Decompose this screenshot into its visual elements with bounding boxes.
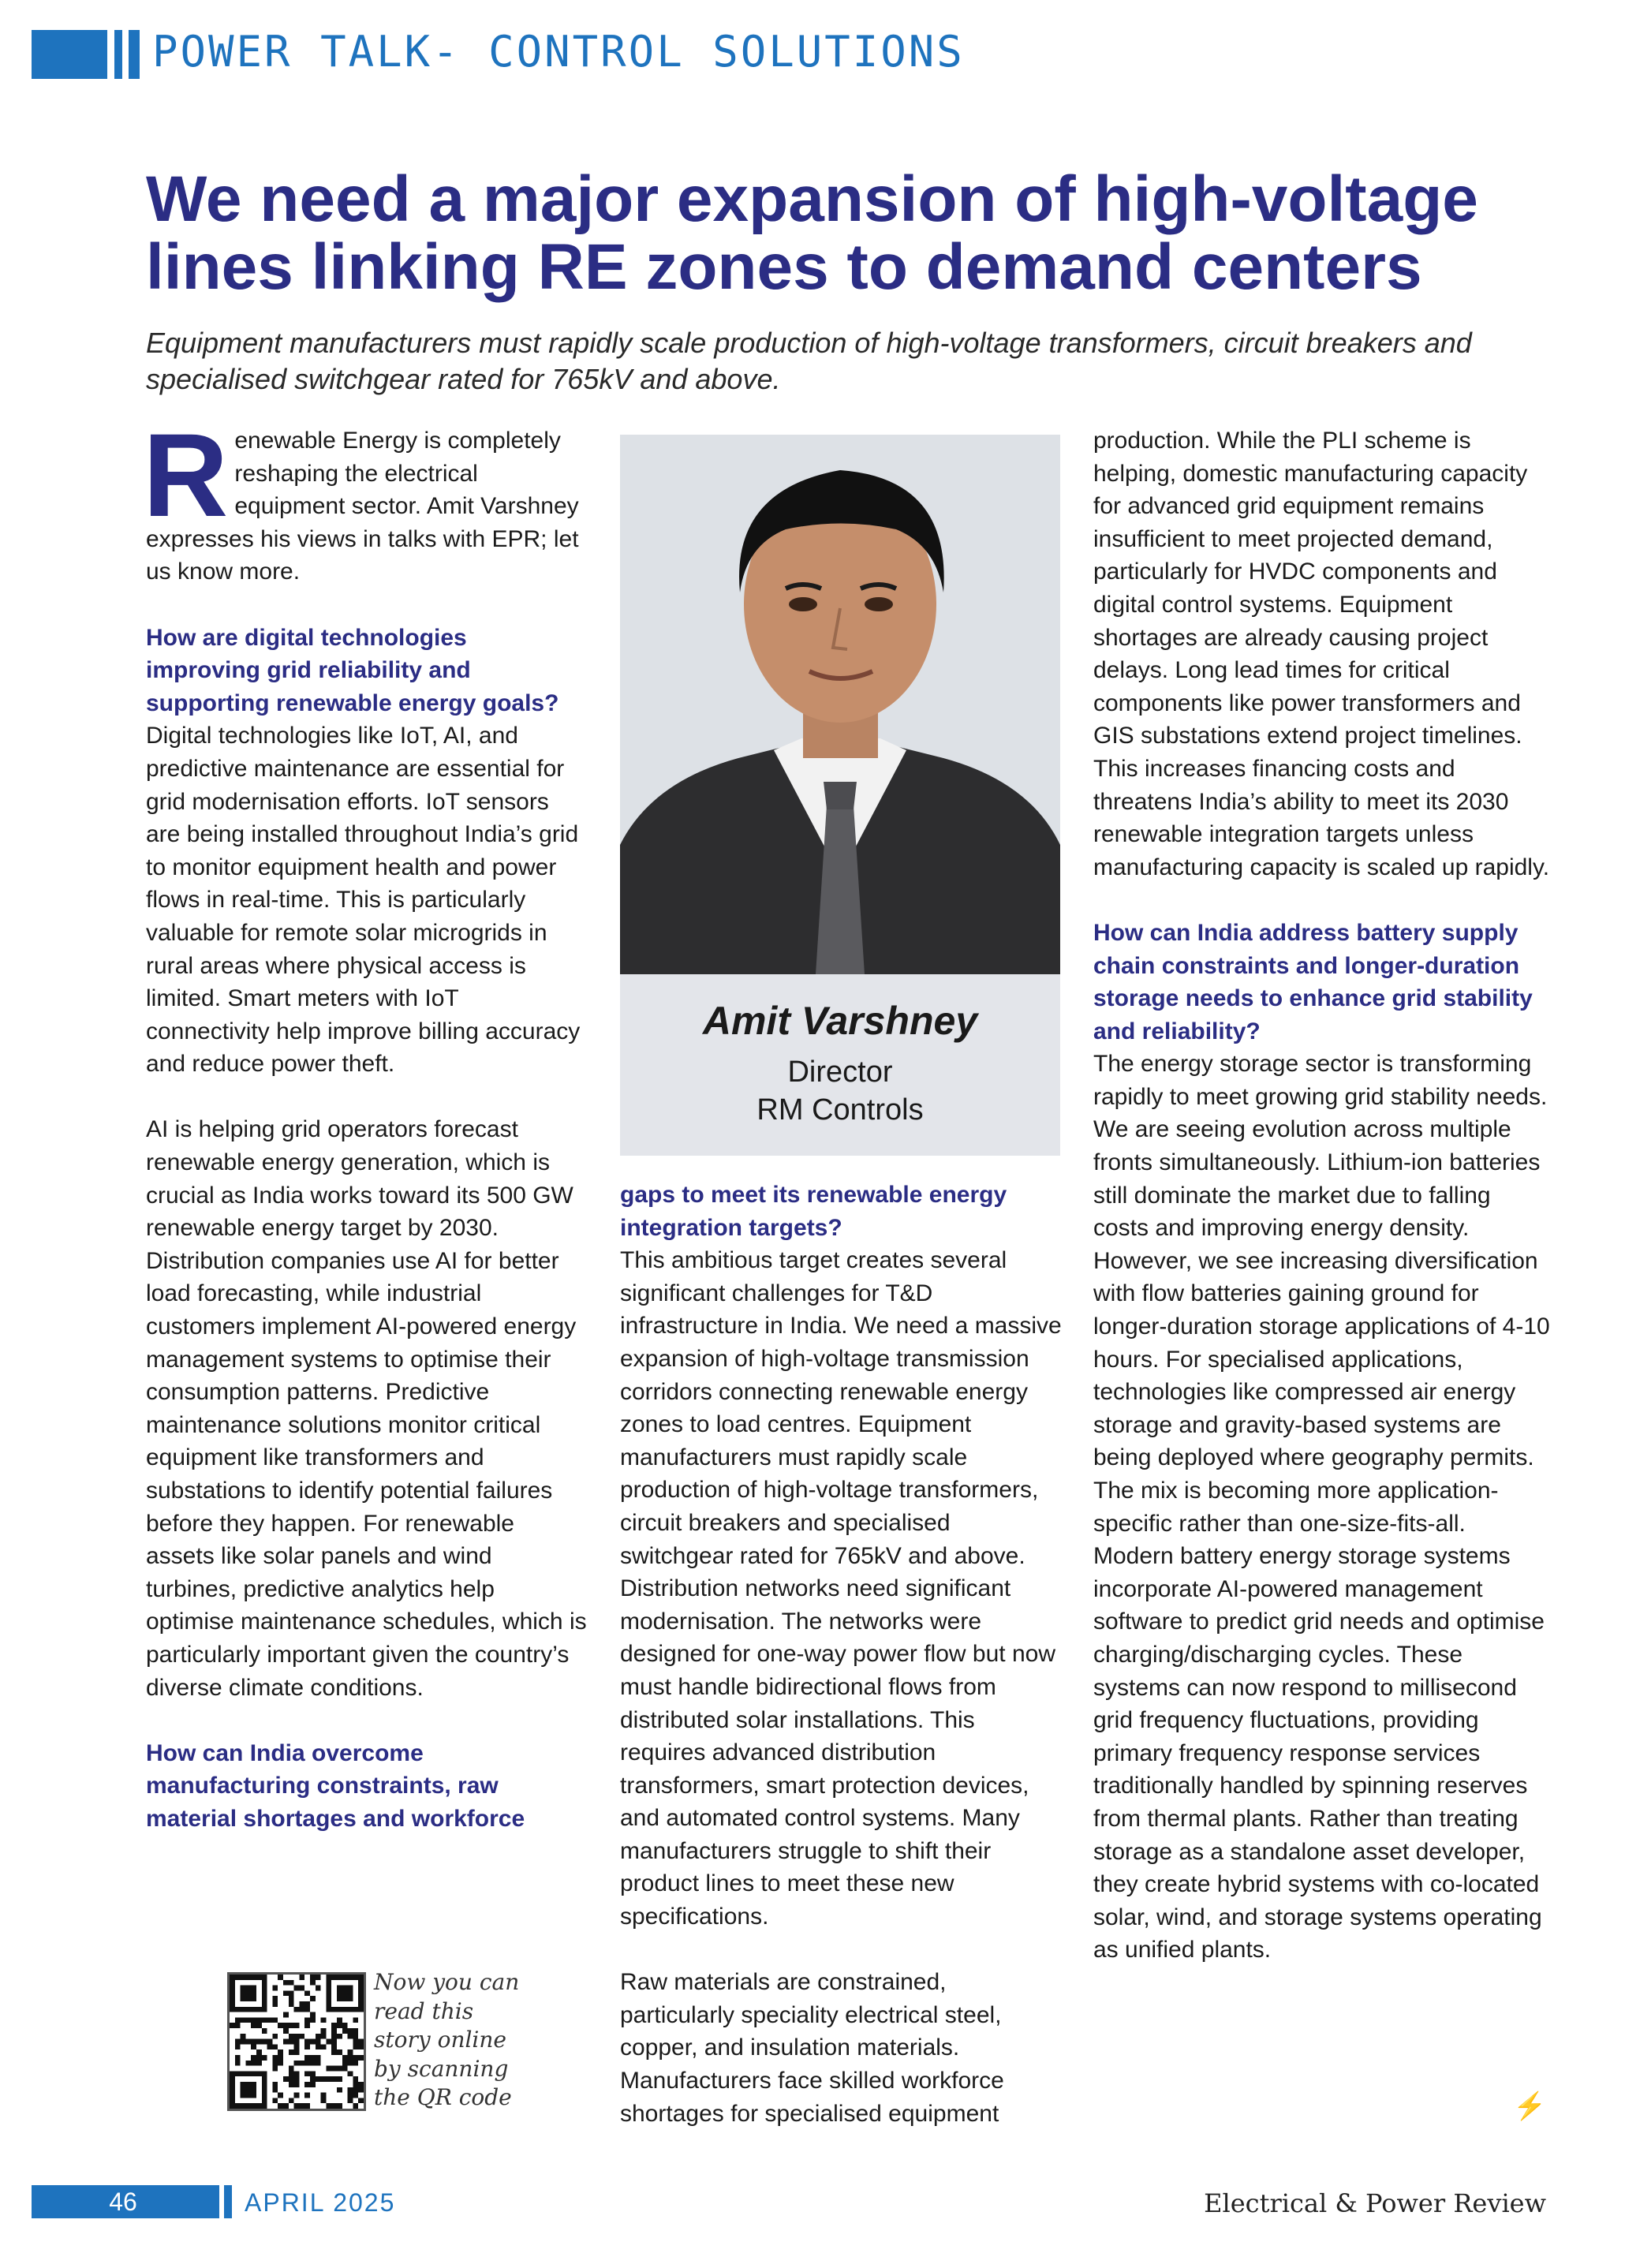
- qr-code[interactable]: [227, 1972, 366, 2111]
- qr-caption: Now you can read this story online by scanning the QR code: [374, 1969, 520, 2110]
- lightning-icon: ⚡: [1513, 2091, 1547, 2121]
- profile-name: Amit Varshney: [702, 999, 978, 1043]
- answer-3: The energy storage sector is transforming rapidly to meet growing grid stability needs. We are seeing evolution across multiple fronts simultaneously. Lithium-ion batteries still dominate the market due to falling costs and improving energy density. However, we see increasing diversification with flow batteries gaining ground for longer-duration storage applications of 4-10 hours. For specialised applications, technologies like compressed air energy storage and gravity-based systems are being deployed where geography permits. The mix is becoming more application-specific rather than one-size-fits-all. Modern battery energy storage systems incorporate AI-powered management software to predict grid needs and optimise charging/discharging cycles. These systems can now respond to millisecond grid frequency fluctuations, providing primary frequency response services traditionally handled by spinning reserves from thermal plants. Rather than treating storage as a standalone asset developer, they create hybrid systems with co-located solar, wind, and storage systems operating as unified plants.: [1093, 1051, 1550, 1963]
- header-divider: [129, 30, 140, 79]
- page-number: 46: [109, 2188, 137, 2216]
- answer-1-cont: AI is helping grid operators forecast renewable energy generation, which is crucial as India works toward its 500 GW renewable energy target by 2030. Distribution companies use AI for better load forecasting, while industrial customers implement AI-powered energy management systems to optimise their consumption patterns. Predictive maintenance solutions monitor critical equipment like transformers and substations to identify potential failures before they happen. For renewable assets like solar panels and wind turbines, predictive analytics help optimise maintenance schedules, which is particularly important given the country’s diverse climate conditions.: [146, 1116, 587, 1701]
- question-3: How can India address battery supply chain constraints and longer-duration storage needs to enhance grid stability and reliability?: [1093, 919, 1533, 1044]
- article-column-2: [620, 1179, 1066, 2130]
- answer-2: This ambitious target creates several significant challenges for T&D infrastructure in India. We need a massive expansion of high-voltage transmission corridors connecting renewable energy zones to load centres. Equipment manufacturers must rapidly scale production of high-voltage transformers, circuit breakers and specialised switchgear rated for 765kV and above. Distribution networks need significant modernisation. The networks were designed for one-way power flow but now must handle bidirectional flows from distributed solar installations. This requires advanced distribution transformers, smart protection devices, and automated control systems. Many manufacturers struggle to shift their product lines to meet these new specifications.: [620, 1247, 1062, 1930]
- question-2: How can India overcome manufacturing constraints, raw material shortages and workforce: [146, 1739, 525, 1832]
- header-divider: [114, 30, 122, 79]
- question-2-cont: gaps to meet its renewable energy integration targets?: [620, 1182, 1007, 1241]
- answer-2-end: production. While the PLI scheme is helping, domestic manufacturing capacity for advanced grid equipment remains insufficient to meet projected demand, particularly for HVDC components and digital control systems. Equipment shortages are already causing project delays. Long lead times for critical components like power transformers and GIS substations extend project timelines. This increases financing costs and threatens India’s ability to meet its 2030 renewable integration targets unless manufacturing capacity is scaled up rapidly.: [1093, 428, 1550, 880]
- article-column-3: [1093, 424, 1551, 1967]
- footer-divider: [224, 2185, 232, 2218]
- footer-divider: [211, 2185, 219, 2218]
- answer-1: Digital technologies like IoT, AI, and predictive maintenance are essential for grid modernisation efforts. IoT sensors are being installed throughout India’s grid to monitor equipment health and power flows in real-time. This is particularly valuable for remote solar microgrids in rural areas where physical access is limited. Smart meters with IoT connectivity help improve billing accuracy and reduce power theft.: [146, 723, 581, 1078]
- section-title: POWER TALK- CONTROL SOLUTIONS: [152, 27, 965, 77]
- standfirst: Equipment manufacturers must rapidly scale production of high-voltage transformers, circuit breakers and specialised switchgear rated for 765kV and above.: [146, 327, 1472, 395]
- profile-title: Director: [787, 1056, 893, 1089]
- header-color-block: [32, 30, 107, 79]
- answer-2-cont: Raw materials are constrained, particularly speciality electrical steel, copper, and insulation materials. Manufacturers face skilled workforce shortages for specialised equipment: [620, 1969, 1004, 2127]
- issue-date: APRIL 2025: [245, 2188, 396, 2217]
- portrait-photo: [620, 435, 1060, 974]
- dropcap: R: [143, 409, 229, 541]
- profile-company: RM Controls: [756, 1093, 924, 1127]
- intro-text: enewable Energy is completely reshaping the electrical equipment sector. Amit Varshney expresses his views in talks with EPR; let us know more.: [146, 428, 579, 585]
- question-1: How are digital technologies improving grid reliability and supporting renewable energy goals?: [146, 624, 559, 716]
- profile-caption: [620, 974, 1060, 1156]
- magazine-name: Electrical & Power Review: [1204, 2188, 1546, 2218]
- intro-paragraph: [143, 409, 588, 588]
- article-column-1: [143, 409, 588, 1836]
- headline: We need a major expansion of high-voltage lines linking RE zones to demand centers: [146, 163, 1478, 303]
